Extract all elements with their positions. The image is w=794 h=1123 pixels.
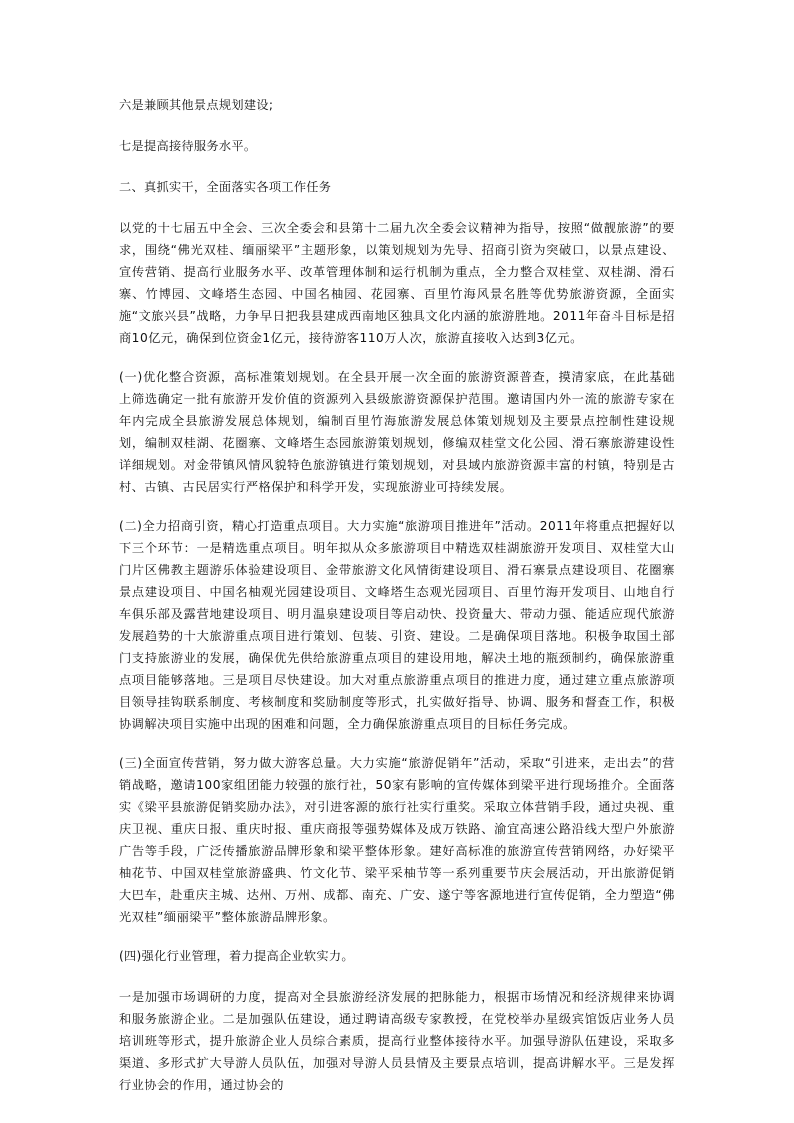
document-body bbox=[119, 94, 675, 1096]
subsection-3-paragraph: (三)全面宣传营销，努力做大游客总量。大力实施“旅游促销年”活动，采取“引进来，走出去”的营销战略，邀请100家组团能力较强的旅行社，50家有影响的宣传媒体到梁平进行现场推介。全面落实《梁平县旅游促销奖励办法》，对引进客源的旅行社实行重奖。采取立体营销手段，通过央视、重庆卫视、重庆日报、重庆时报、重庆商报等强势媒体及成万铁路、渝宜高速公路沿线大型户外旅游广告等手段，广泛传播旅游品牌形象和梁平整体形象。建好高标准的旅游宣传营销网络，办好梁平柚花节、中国双桂堂旅游盛典、竹文化节、梁平采柚节等一系列重要节庆会展活动，开出旅游促销大巴车，赴重庆主城、达州、万州、成都、南充、广安、遂宁等客源地进行宣传促销，全力塑造“佛光双桂”缅丽梁平”整体旅游品牌形象。 bbox=[119, 756, 675, 924]
item-6-line: 六是兼顾其他景点规划建设; bbox=[119, 98, 274, 112]
section-2-heading: 二、真抓实干，全面落实各项工作任务 bbox=[119, 180, 332, 194]
item-7-line: 七是提高接待服务水平。 bbox=[119, 139, 257, 153]
subsection-2-paragraph: (二)全力招商引资，精心打造重点项目。大力实施“旅游项目推进年”活动。2011年将重点把握好以下三个环节：一是精选重点项目。明年拟从众多旅游项目中精选双桂湖旅游开发项目、双桂堂大山门片区佛教主题游乐体验建设项目、金带旅游文化风情街建设项目、滑石寨景点建设项目、花圈寨景点建设项目、中国名柚观光园建设项目、文峰塔生态观光园项目、百里竹海开发项目、山地自行车俱乐部及露营地建设项目、明月温泉建设项目等启动快、投资量大、带动力强、能适应现代旅游发展趋势的十大旅游重点项目进行策划、包装、引资、建设。二是确保项目落地。积极争取国土部门支持旅游业的发展，确保优先供给旅游重点项目的建设用地，解决土地的瓶颈制约，确保旅游重点项目能够落地。三是项目尽快建设。加大对重点旅游重点项目的推进力度，通过建立重点旅游项目领导挂钩联系制度、考核制度和奖励制度等形式，扎实做好指导、协调、服务和督查工作，积极协调解决项目实施中出现的困难和问题，全力确保旅游重点项目的目标任务完成。 bbox=[119, 519, 675, 731]
subsection-4-paragraph: 一是加强市场调研的力度，提高对全县旅游经济发展的把脉能力，根据市场情况和经济规律来协调和服务旅游企业。二是加强队伍建设，通过聘请高级专家教授，在党校举办星级宾馆饭店业务人员培训班等形式，提升旅游企业人员综合素质，提高行业整体接待水平。加强导游队伍建设，采取多渠道、多形式扩大导游人员队伍，加强对导游人员县情及主要景点培训，提高讲解水平。三是发挥行业协会的作用，通过协会的 bbox=[119, 990, 675, 1092]
intro-paragraph: 以党的十七届五中全会、三次全委会和县第十二届九次全委会议精神为指导，按照“做靓旅游”的要求，围绕“佛光双桂、缅丽梁平”主题形象，以策划规划为先导、招商引资为突破口，以景点建设、宣传营销、提高行业服务水平、改革管理体制和运行机制为重点，全力整合双桂堂、双桂湖、滑石寨、竹博园、文峰塔生态园、中国名柚园、花园寨、百里竹海风景名胜等优势旅游资源，全面实施“文旅兴县”战略，力争早日把我县建成西南地区独具文化内涵的旅游胜地。2011年奋斗目标是招商10亿元，确保到位资金1亿元，接待游客110万人次，旅游直接收入达到3亿元。 bbox=[119, 221, 675, 345]
subsection-4-heading: (四)强化行业管理，着力提高企业软实力。 bbox=[119, 949, 354, 963]
subsection-1-paragraph: (一)优化整合资源，高标准策划规划。在全县开展一次全面的旅游资源普查，摸清家底，在此基础上筛选确定一批有旅游开发价值的资源列入县级旅游资源保护范围。邀请国内外一流的旅游专家在年内完成全县旅游发展总体规划，编制百里竹海旅游发展总体策划规划及主要景点控制性建设规划，编制双桂湖、花圈寨、文峰塔生态园旅游策划规划，修编双桂堂文化公园、滑石寨旅游建设性详细规划。对金带镇风情风貌特色旅游镇进行策划规划，对县域内旅游资源丰富的村镇，特别是古村、古镇、古民居实行严格保护和科学开发，实现旅游业可持续发展。 bbox=[119, 370, 675, 494]
